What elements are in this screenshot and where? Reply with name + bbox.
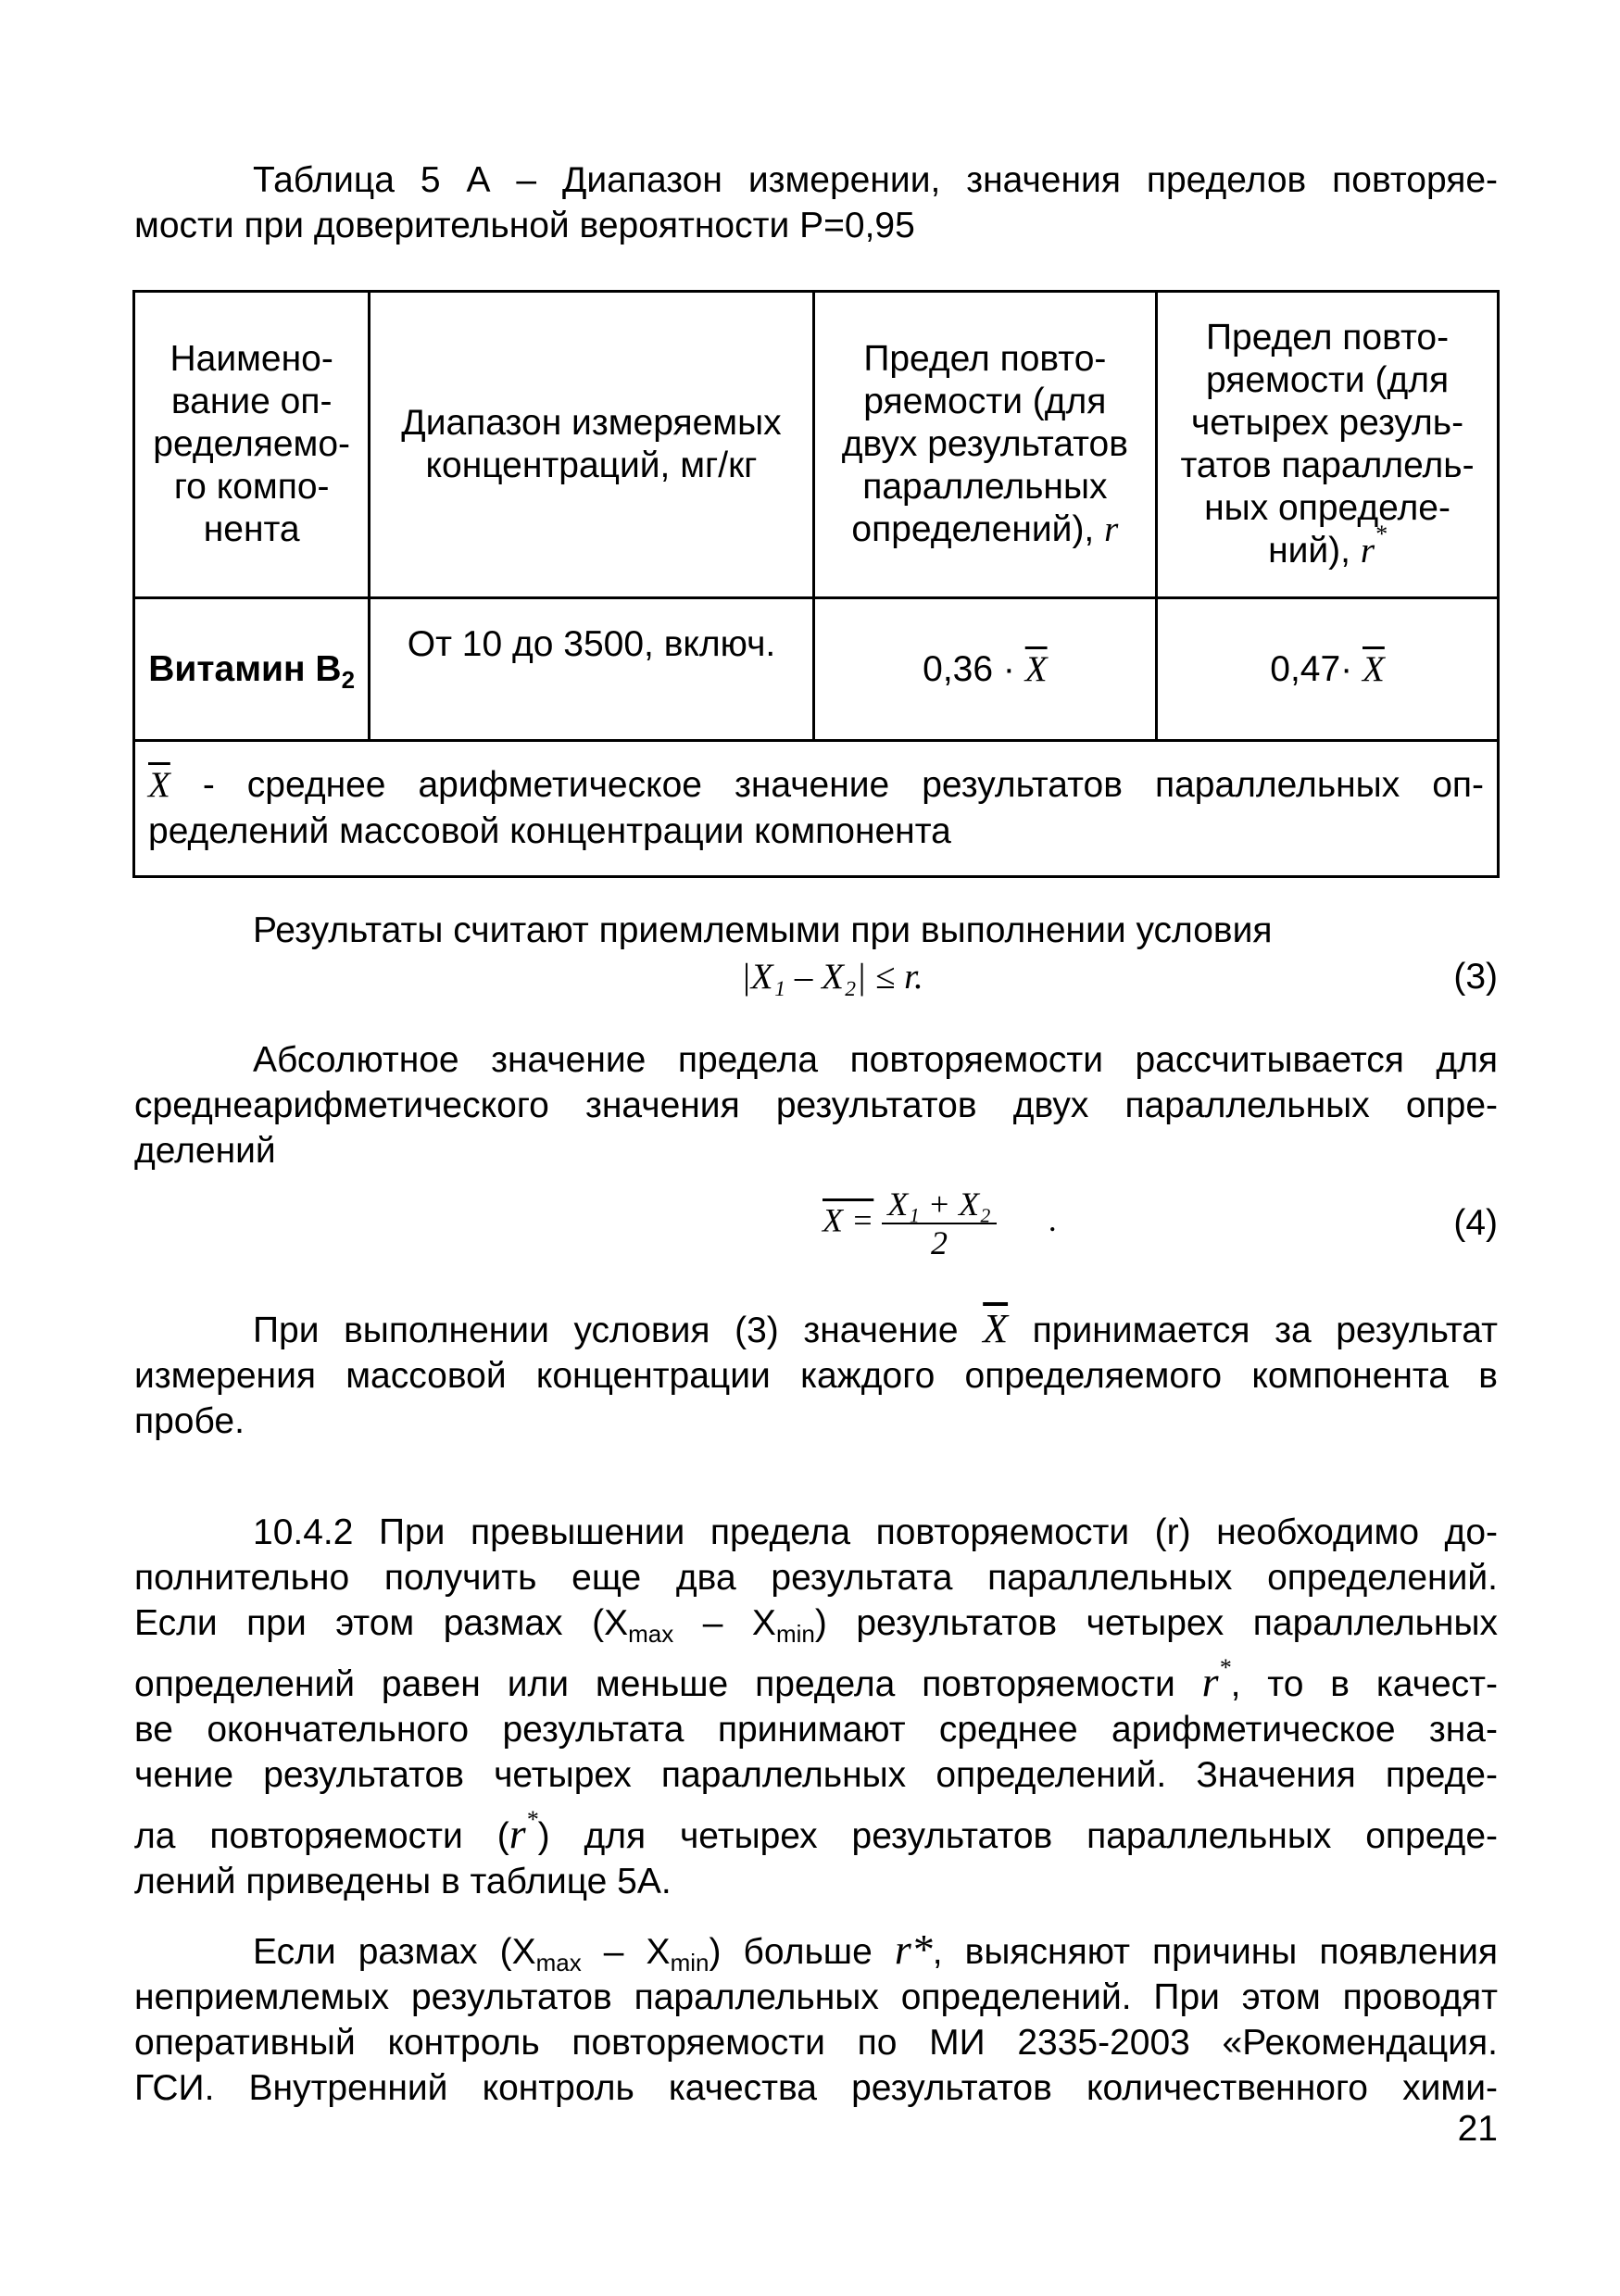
formula-4 — [823, 1186, 1058, 1261]
r-coefficient: 0,36 · — [923, 648, 1015, 689]
rstar-symbol: r* — [894, 1926, 933, 1973]
cell-range — [370, 598, 813, 741]
p5-line-1c: , выясняют причины появления — [932, 1932, 1499, 1972]
p5-line-1a: Если размах (X — [253, 1932, 536, 1972]
header-component: Наимено- вание оп- ределяемо- го компо- нента — [134, 292, 370, 598]
p5-line-4: ГСИ. Внутренний контроль качества результатов количественного хими- — [134, 2068, 1498, 2108]
p4-line-1: 10.4.2 При превышении предела повторяемости (r) необходимо до- — [253, 1512, 1498, 1552]
formula-3-body: |X₁ – X₂| ≤ r. — [741, 957, 923, 997]
p5-line-1b: ) больше — [709, 1932, 873, 1972]
p4-line-2: полнительно получить еще два результата параллельных определений. — [134, 1558, 1498, 1598]
p4-line-4a: определений равен или меньше предела повторяемости — [134, 1664, 1175, 1704]
p4-line-3a: Если при этом размах (X — [134, 1603, 629, 1643]
formula-4-numerator: X₁ + X₂ — [882, 1186, 996, 1224]
formula-4-dot: . — [1049, 1201, 1058, 1239]
table-caption — [134, 157, 1498, 248]
absolute-line-2: среднеарифметического значения результатов двух параллельных опре- — [134, 1085, 1498, 1125]
page-number: 21 — [1457, 2109, 1498, 2149]
paragraph-condition — [134, 908, 1498, 953]
range-value: От 10 до 3500, включ. — [407, 624, 776, 664]
caption-line-1: Таблица 5 А – Диапазон измерении, значения пределов повторяе- — [253, 160, 1498, 200]
paragraph-range-exceeded — [134, 1926, 1498, 2111]
paragraph-10-4-2 — [134, 1510, 1498, 1904]
cell-r-value — [813, 598, 1156, 741]
result-line-2: измерения массовой концентрации каждого определяемого компонента в — [134, 1356, 1498, 1396]
formula-4-lhs: X = — [823, 1201, 874, 1239]
p4-line-5: ве окончательного результата принимают среднее арифметическое зна- — [134, 1710, 1498, 1750]
p4-dash: – X — [673, 1603, 776, 1643]
p5-line-2: неприемлемых результатов параллельных определений. При этом проводят — [134, 1977, 1498, 2017]
min-sub: min — [775, 1620, 815, 1648]
formula-4-denominator: 2 — [930, 1224, 948, 1261]
header-rstar: Предел повто- ряемости (для четырех резуль- татов параллель- ных определе- ний), r* — [1157, 292, 1499, 598]
caption-line-2: мости при доверительной вероятности Р=0,95 — [134, 206, 915, 245]
condition-text: Результаты считают приемлемыми при выполнении условия — [253, 910, 1273, 950]
rstar-symbol: r* — [1360, 521, 1388, 571]
result-line-1a: При выполнении условия (3) значение — [253, 1311, 959, 1350]
table-5a — [132, 290, 1500, 878]
absolute-line-1: Абсолютное значение предела повторяемости рассчитывается для — [253, 1040, 1498, 1080]
formula-4-fraction — [882, 1186, 996, 1261]
formula-3-number: (3) — [1453, 957, 1498, 997]
p4-line-3b: ) результатов четырех параллельных — [814, 1603, 1498, 1643]
result-line-3: пробе. — [134, 1401, 245, 1441]
p4-line-7a: ла повторяемости ( — [134, 1816, 509, 1856]
xbar-symbol: $\overline{X}$ — [1363, 648, 1385, 689]
p5-line-3: оперативный контроль повторяемости по МИ 2335-2003 «Рекомендация. — [134, 2023, 1498, 2063]
p5-dash: – X — [581, 1932, 671, 1972]
note-text: - среднее арифметическое значение результатов параллельных оп- — [170, 765, 1484, 805]
absolute-line-3: делений — [134, 1131, 276, 1171]
table-note — [134, 741, 1499, 877]
xbar-symbol: $\overline{X}$ — [148, 765, 170, 805]
result-line-1b: принимается за результат — [1032, 1311, 1498, 1350]
formula-3 — [741, 954, 923, 999]
paragraph-absolute — [134, 1037, 1498, 1173]
xbar-symbol: $\overline{X}$ — [983, 1306, 1009, 1351]
table-row — [134, 598, 1499, 741]
vitamin-sub: 2 — [341, 665, 356, 694]
rstar-symbol: r* — [509, 1806, 538, 1857]
cell-component-name — [134, 598, 370, 741]
header-r: Предел повто- ряемости (для двух результатов параллельных определений), r — [813, 292, 1156, 598]
rstar-symbol: r* — [1201, 1654, 1231, 1705]
formula-4-number: (4) — [1453, 1203, 1498, 1243]
xbar-symbol: $\overline{X}$ — [1024, 648, 1048, 689]
table-note-row — [134, 741, 1499, 877]
rstar-coefficient: 0,47· — [1270, 648, 1353, 689]
p4-line-8: лений приведены в таблице 5А. — [134, 1862, 672, 1901]
paragraph-result — [134, 1306, 1498, 1444]
table-header-row — [134, 292, 1499, 598]
min-sub: min — [670, 1949, 710, 1976]
vitamin-name: Витамин В — [148, 648, 342, 689]
p4-line-6: чение результатов четырех параллельных определений. Значения преде- — [134, 1755, 1498, 1795]
p4-line-7b: ) для четырех результатов параллельных опреде- — [537, 1816, 1498, 1856]
note-text-2: ределений массовой концентрации компонента — [148, 811, 951, 851]
cell-rstar-value — [1157, 598, 1499, 741]
max-sub: max — [628, 1620, 674, 1648]
r-symbol: r — [1104, 509, 1119, 549]
max-sub: max — [535, 1949, 582, 1976]
header-range: Диапазон измеряемых концентраций, мг/кг — [370, 292, 813, 598]
p4-line-4b: , то в качест- — [1230, 1664, 1498, 1704]
